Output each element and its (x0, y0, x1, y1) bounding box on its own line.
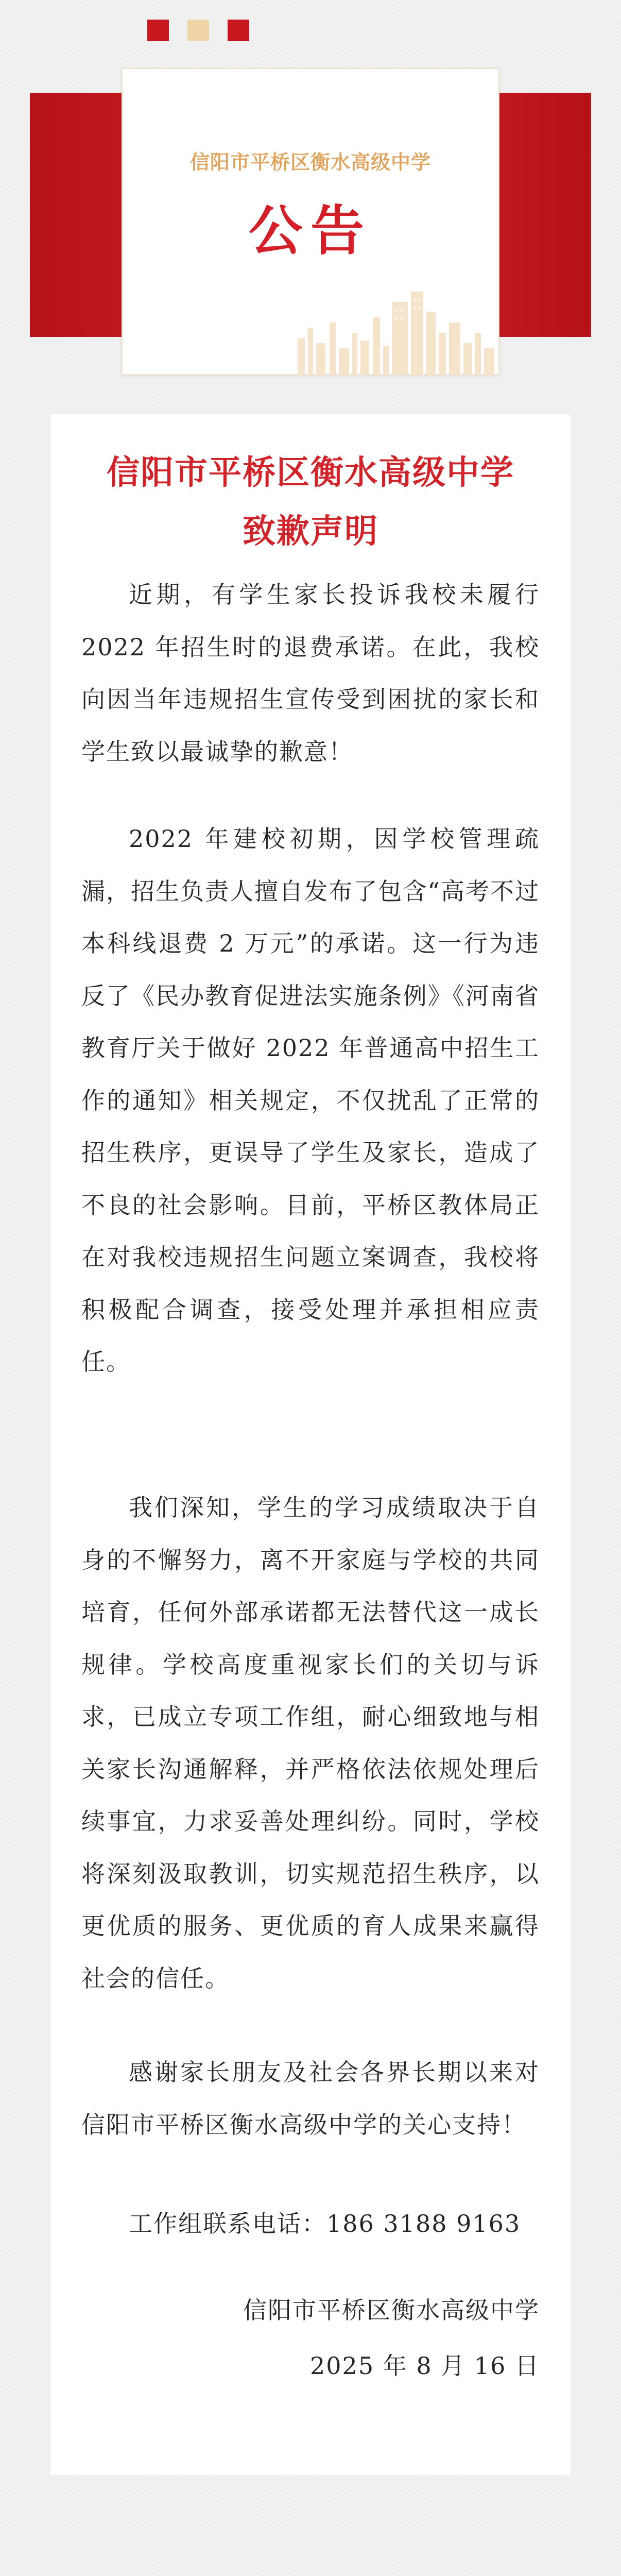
apology-article (50, 414, 571, 2475)
headline-title: 致歉声明 (243, 513, 378, 551)
paragraph-apology: 近期，有学生家长投诉我校未履行 2022 年招生时的退费承诺。在此，我校向因当年违规招生宣传受到困扰的家长和学生致以最诚挚的歉意！ (81, 581, 540, 766)
notice-title: 公告 (248, 199, 372, 262)
red-square (147, 20, 169, 41)
beige-square (187, 20, 209, 41)
notice-card (122, 68, 499, 375)
headline-school: 信阳市平桥区衡水高级中学 (107, 454, 514, 492)
red-square (228, 20, 249, 41)
signature-school: 信阳市平桥区衡水高级中学 (243, 2296, 540, 2324)
paragraph-commitment: 我们深知，学生的学习成绩取决于自身的不懈努力，离不开家庭与学校的共同培育，任何外部承诺都无法替代这一成长规律。学校高度重视家长们的关切与诉求，已成立专项工作组，耐心细致地与相关家长沟通解释，并严格依法依规处理后续事宜，力求妥善处理纠纷。同时，学校将深刻汲取教训，切实规范招生秩序，以更优质的服务、更优质的育人成果来赢得社会的信任。 (81, 1494, 540, 1992)
header-school-name: 信阳市平桥区衡水高级中学 (189, 151, 431, 174)
paragraph-background: 2022 年建校初期，因学校管理疏漏，招生负责人擅自发布了包含“高考不过本科线退费 2 万元”的承诺。这一行为违反了《民办教育促进法实施条例》《河南省教育厅关于做好 2022 年普通高中招生工作的通知》相关规定，不仅扰乱了正常的招生秩序，更误导了学生及家长，造成了不良的社会影响。目前，平桥区教体局正在对我校违规招生问题立案调查，我校将积极配合调查，接受处理并承担相应责任。 (81, 825, 540, 1376)
signature-date: 2025 年 8 月 16 日 (310, 2352, 540, 2380)
paragraph-thanks: 感谢家长朋友及社会各界长期以来对信阳市平桥区衡水高级中学的关心支持！ (81, 2058, 540, 2139)
skyline-illustration (282, 271, 498, 374)
contact-phone: 工作组联系电话：186 3188 9163 (129, 2210, 521, 2238)
